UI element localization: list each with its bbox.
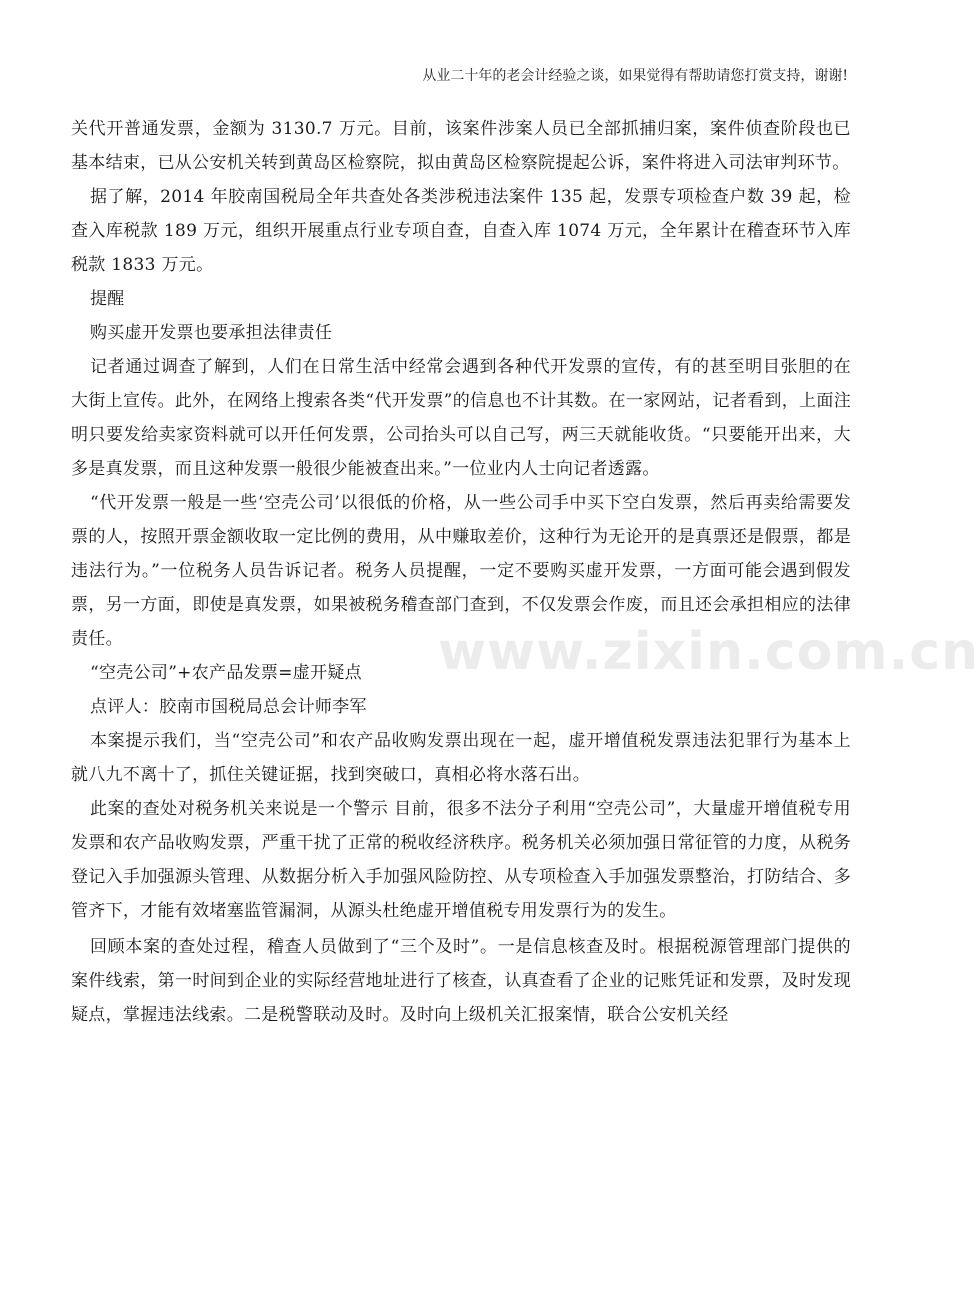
paragraph: “代开发票一般是一些‘空壳公司’以很低的价格，从一些公司手中买下空白发票，然后再卖给需要发票的人，按照开票金额收取一定比例的费用，从中赚取差价，这种行为无论开的是真票还是假票，都是违法行为。”一位税务人员告诉记者。税务人员提醒，一定不要购买虚开发票，一方面可能会遇到假发票，另一方面，即使是真发票，如果被税务稽查部门查到，不仅发票会作废，而且还会承担相应的法律责任。 (71, 493, 851, 649)
section-heading: 提醒 (90, 289, 125, 309)
article-body (71, 112, 851, 1032)
watermark: www.zixin.com.cn (438, 622, 979, 682)
paragraph: 关代开普通发票，金额为 3130.7 万元。目前，该案件涉案人员已全部抓捕归案，案件侦查阶段也已基本结束，已从公安机关转到黄岛区检察院，拟由黄岛区检察院提起公诉，案件将进入司法审判环节。 (71, 119, 851, 173)
paragraph: 回顾本案的查处过程，稽查人员做到了“三个及时”。一是信息核查及时。根据税源管理部门提供的案件线索，第一时间到企业的实际经营地址进行了核查，认真查看了企业的记账凭证和发票，及时发现疑点，掌握违法线索。二是税警联动及时。及时向上级机关汇报案情，联合公安机关经 (71, 937, 851, 1025)
paragraph: 据了解，2014 年胶南国税局全年共查处各类涉税违法案件 135 起，发票专项检查户数 39 起，检查入库税款 189 万元，组织开展重点行业专项自查，自查入库 1074 万元，全年累计在稽查环节入库税款 1833 万元。 (71, 187, 851, 275)
section-subheading: 购买虚开发票也要承担法律责任 (90, 323, 333, 343)
paragraph: 此案的查处对税务机关来说是一个警示 目前，很多不法分子利用“空壳公司”，大量虚开增值税专用发票和农产品收购发票，严重干扰了正常的税收经济秩序。税务机关必须加强日常征管的力度，从税务登记入手加强源头管理、从数据分析入手加强风险防控、从专项检查入手加强发票整治，打防结合、多管齐下，才能有效堵塞监管漏洞，从源头杜绝虚开增值税专用发票行为的发生。 (71, 799, 851, 921)
paragraph: 本案提示我们，当“空壳公司”和农产品收购发票出现在一起，虚开增值税发票违法犯罪行为基本上就八九不离十了，抓住关键证据，找到突破口，真相必将水落石出。 (71, 731, 851, 785)
paragraph: 记者通过调查了解到，人们在日常生活中经常会遇到各种代开发票的宣传，有的甚至明目张胆的在大街上宣传。此外，在网络上搜索各类“代开发票”的信息也不计其数。在一家网站，记者看到，上面注明只要发给卖家资料就可以开任何发票，公司抬头可以自己写，两三天就能收货。“只要能开出来，大多是真发票，而且这种发票一般很少能被查出来。”一位业内人士向记者透露。 (71, 357, 851, 479)
header-note: 从业二十年的老会计经验之谈，如果觉得有帮助请您打赏支持，谢谢! (422, 68, 848, 84)
commentator-line: 点评人：胶南市国税局总会计师李军 (90, 697, 367, 717)
section-heading: “空壳公司”+农产品发票=虚开疑点 (90, 663, 362, 683)
